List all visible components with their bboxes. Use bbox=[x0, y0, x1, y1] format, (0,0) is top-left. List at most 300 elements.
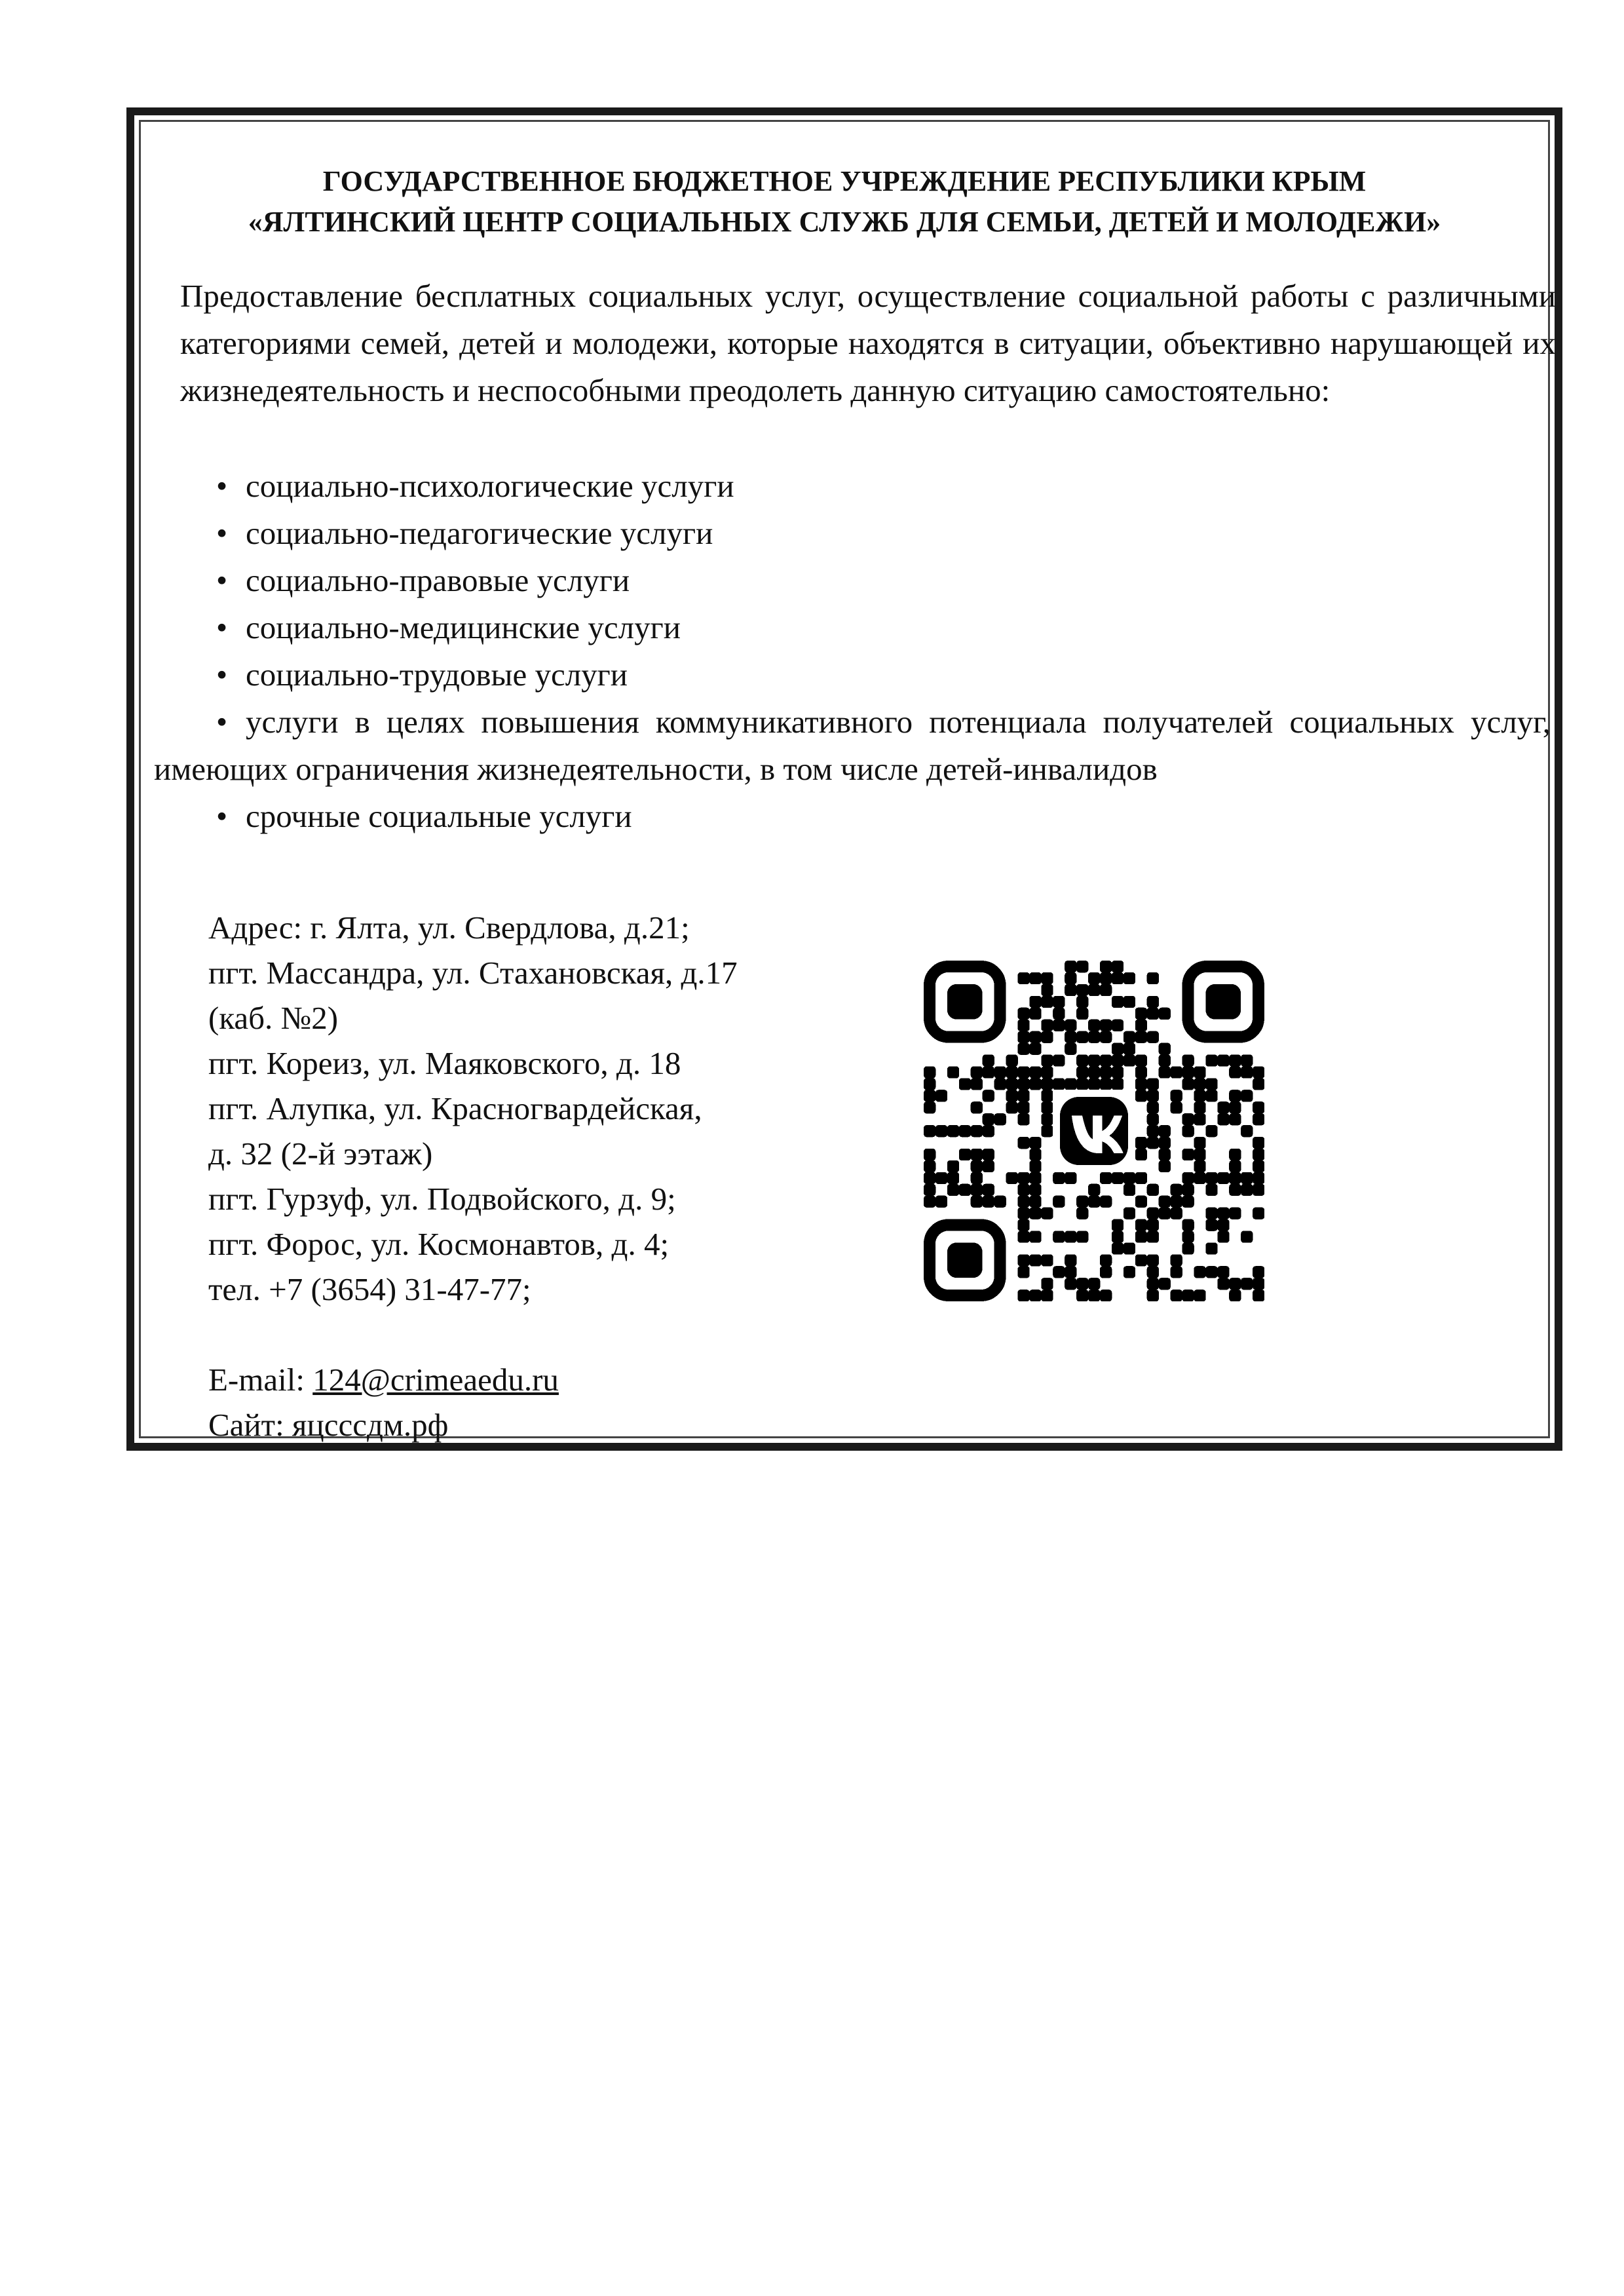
qr-module bbox=[1135, 1090, 1147, 1101]
qr-module bbox=[924, 1101, 935, 1113]
qr-module bbox=[1041, 996, 1053, 1008]
qr-module bbox=[1147, 1231, 1159, 1242]
qr-module bbox=[1065, 1266, 1076, 1278]
qr-module bbox=[1112, 1231, 1124, 1242]
email-label: E-mail: bbox=[208, 1362, 313, 1398]
qr-module bbox=[1253, 1266, 1264, 1278]
qr-module bbox=[1241, 1125, 1253, 1137]
qr-module bbox=[994, 1113, 1006, 1125]
email-line bbox=[208, 1357, 994, 1402]
qr-module bbox=[1147, 1219, 1159, 1231]
qr-module bbox=[1229, 1160, 1241, 1172]
organization-title-line-2: «ЯЛТИНСКИЙ ЦЕНТР СОЦИАЛЬНЫХ СЛУЖБ ДЛЯ СЕМЬИ, ДЕТЕЙ И МОЛОДЕЖИ» bbox=[248, 206, 1441, 238]
qr-module bbox=[1088, 1078, 1100, 1090]
qr-module bbox=[983, 1184, 994, 1196]
qr-module bbox=[1029, 1043, 1041, 1055]
qr-module bbox=[1205, 1172, 1217, 1184]
qr-module bbox=[1088, 1196, 1100, 1208]
qr-module bbox=[947, 1066, 959, 1078]
qr-module bbox=[1006, 1172, 1018, 1184]
qr-module bbox=[1205, 1219, 1217, 1231]
qr-module bbox=[924, 1066, 935, 1078]
qr-module bbox=[1088, 1031, 1100, 1043]
qr-module bbox=[1182, 1172, 1194, 1184]
email-link[interactable]: 124@crimeaedu.ru bbox=[312, 1362, 559, 1398]
qr-module bbox=[1135, 1054, 1147, 1066]
qr-module bbox=[1053, 1266, 1065, 1278]
qr-module bbox=[1159, 1137, 1171, 1149]
qr-module bbox=[1135, 1066, 1147, 1078]
qr-module bbox=[1017, 1172, 1029, 1184]
qr-module bbox=[947, 1184, 959, 1196]
qr-module bbox=[1017, 1113, 1029, 1125]
qr-module bbox=[1100, 1066, 1112, 1078]
qr-module bbox=[1112, 1043, 1124, 1055]
qr-module bbox=[1100, 1266, 1112, 1278]
qr-module bbox=[1041, 1090, 1053, 1101]
qr-module bbox=[1017, 1266, 1029, 1278]
qr-module bbox=[1112, 1054, 1124, 1066]
qr-module bbox=[1253, 1066, 1264, 1078]
qr-module bbox=[1182, 1054, 1194, 1066]
qr-module bbox=[1100, 1020, 1112, 1031]
qr-module bbox=[1029, 1031, 1041, 1043]
qr-module bbox=[1229, 1090, 1241, 1101]
qr-module bbox=[1041, 1113, 1053, 1125]
qr-module bbox=[1112, 1078, 1124, 1090]
qr-module bbox=[1076, 1196, 1088, 1208]
service-item: • социально-правовые услуги bbox=[134, 557, 1562, 604]
qr-module bbox=[1029, 1066, 1041, 1078]
qr-module bbox=[983, 1160, 994, 1172]
qr-module bbox=[1171, 1090, 1182, 1101]
qr-module bbox=[1124, 1242, 1135, 1254]
qr-module bbox=[1017, 1231, 1029, 1242]
qr-module bbox=[1253, 1101, 1264, 1113]
qr-module bbox=[1065, 961, 1076, 972]
qr-module bbox=[1182, 1219, 1194, 1231]
address-line: Адрес: г. Ялта, ул. Свердлова, д.21; bbox=[208, 909, 690, 946]
qr-code[interactable] bbox=[924, 961, 1264, 1301]
info-frame bbox=[126, 107, 1562, 1451]
qr-module bbox=[1076, 1054, 1088, 1066]
site-line: Сайт: яцсссдм.рф bbox=[208, 1407, 449, 1443]
address-line: (каб. №2) bbox=[208, 1000, 339, 1036]
phone-line: тел. +7 (3654) 31-47-77; bbox=[208, 1271, 531, 1307]
qr-module bbox=[1124, 1172, 1135, 1184]
vk-logo-icon bbox=[1053, 1090, 1135, 1172]
qr-module bbox=[1135, 1196, 1147, 1208]
qr-module bbox=[1065, 972, 1076, 984]
qr-module bbox=[1041, 972, 1053, 984]
qr-module bbox=[1100, 984, 1112, 996]
qr-module bbox=[1253, 1078, 1264, 1090]
qr-module bbox=[1159, 1054, 1171, 1066]
qr-finder-core bbox=[1205, 984, 1241, 1020]
qr-module bbox=[1147, 1090, 1159, 1101]
service-item: • социально-медицинские услуги bbox=[134, 604, 1562, 651]
qr-module bbox=[1147, 972, 1159, 984]
qr-module bbox=[1182, 1113, 1194, 1125]
qr-module bbox=[1017, 1043, 1029, 1055]
qr-module bbox=[1029, 972, 1041, 984]
qr-module bbox=[935, 1196, 947, 1208]
qr-module bbox=[1135, 1219, 1147, 1231]
qr-module bbox=[959, 1184, 971, 1196]
qr-module bbox=[935, 1125, 947, 1137]
qr-module bbox=[1253, 1184, 1264, 1196]
qr-module bbox=[1159, 1043, 1171, 1055]
qr-module bbox=[1065, 984, 1076, 996]
qr-module bbox=[1088, 1278, 1100, 1290]
address-line: пгт. Форос, ул. Космонавтов, д. 4; bbox=[208, 1226, 670, 1262]
qr-module bbox=[959, 1149, 971, 1160]
qr-module bbox=[1194, 1078, 1205, 1090]
qr-module bbox=[971, 1066, 983, 1078]
qr-module bbox=[1053, 1231, 1065, 1242]
qr-module bbox=[1253, 1160, 1264, 1172]
qr-module bbox=[1076, 1078, 1088, 1090]
qr-module bbox=[1182, 1066, 1194, 1078]
qr-module bbox=[1041, 1101, 1053, 1113]
qr-module bbox=[1029, 1078, 1041, 1090]
qr-module bbox=[1076, 1290, 1088, 1301]
qr-module bbox=[1217, 1208, 1229, 1219]
qr-module bbox=[1076, 1031, 1088, 1043]
qr-module bbox=[1017, 1078, 1029, 1090]
qr-module bbox=[1029, 996, 1041, 1008]
qr-module bbox=[1124, 1266, 1135, 1278]
qr-module bbox=[971, 1184, 983, 1196]
qr-module bbox=[994, 1078, 1006, 1090]
qr-module bbox=[1147, 1113, 1159, 1125]
qr-module bbox=[1053, 1054, 1065, 1066]
qr-module bbox=[1017, 972, 1029, 984]
qr-module bbox=[1253, 1137, 1264, 1149]
qr-module bbox=[983, 1125, 994, 1137]
qr-module bbox=[971, 1125, 983, 1137]
qr-module bbox=[1229, 1290, 1241, 1301]
qr-module bbox=[1017, 1208, 1029, 1219]
qr-module bbox=[1241, 1066, 1253, 1078]
qr-module bbox=[1112, 1172, 1124, 1184]
qr-module bbox=[1147, 996, 1159, 1008]
qr-module bbox=[1229, 1113, 1241, 1125]
qr-module bbox=[1182, 1184, 1194, 1196]
qr-module bbox=[1017, 1031, 1029, 1043]
qr-module bbox=[935, 1172, 947, 1184]
qr-module bbox=[1135, 1149, 1147, 1160]
qr-module bbox=[1217, 1278, 1229, 1290]
qr-module bbox=[1112, 1066, 1124, 1078]
qr-module bbox=[1029, 1137, 1041, 1149]
qr-module bbox=[1088, 1020, 1100, 1031]
qr-module bbox=[1076, 996, 1088, 1008]
qr-module bbox=[1124, 1043, 1135, 1055]
qr-module bbox=[1135, 1137, 1147, 1149]
qr-module bbox=[1112, 1219, 1124, 1231]
qr-module bbox=[1041, 984, 1053, 996]
qr-module bbox=[1159, 1278, 1171, 1290]
qr-module bbox=[1100, 1290, 1112, 1301]
qr-module bbox=[971, 1149, 983, 1160]
qr-module bbox=[1194, 1172, 1205, 1184]
contacts-block bbox=[208, 905, 994, 1447]
qr-module bbox=[1229, 1149, 1241, 1160]
qr-module bbox=[1147, 1137, 1159, 1149]
qr-module bbox=[1229, 1172, 1241, 1184]
qr-module bbox=[924, 1078, 935, 1090]
qr-module bbox=[1006, 1078, 1018, 1090]
qr-module bbox=[1229, 1184, 1241, 1196]
qr-module bbox=[1076, 1208, 1088, 1219]
qr-module bbox=[971, 1196, 983, 1208]
qr-module bbox=[1159, 1196, 1171, 1208]
organization-title bbox=[134, 161, 1555, 242]
qr-module bbox=[1171, 1266, 1182, 1278]
service-item: • социально-трудовые услуги bbox=[134, 651, 1562, 698]
qr-module bbox=[1241, 1184, 1253, 1196]
qr-module bbox=[1182, 1196, 1194, 1208]
qr-module bbox=[971, 1101, 983, 1113]
qr-module bbox=[1100, 961, 1112, 972]
qr-module bbox=[1135, 1231, 1147, 1242]
qr-module bbox=[924, 1160, 935, 1172]
qr-module bbox=[1205, 1054, 1217, 1066]
qr-module bbox=[1182, 1242, 1194, 1254]
qr-module bbox=[1147, 1078, 1159, 1090]
qr-module bbox=[1182, 1231, 1194, 1242]
qr-module bbox=[1053, 1008, 1065, 1020]
qr-module bbox=[1159, 1149, 1171, 1160]
qr-module bbox=[947, 1125, 959, 1137]
qr-module bbox=[1147, 1184, 1159, 1196]
qr-module bbox=[1065, 1078, 1076, 1090]
qr-module bbox=[1029, 1290, 1041, 1301]
qr-module bbox=[1217, 1172, 1229, 1184]
qr-module bbox=[1017, 1137, 1029, 1149]
organization-title-line-1: ГОСУДАРСТВЕННОЕ БЮДЖЕТНОЕ УЧРЕЖДЕНИЕ РЕСПУБЛИКИ КРЫМ bbox=[322, 165, 1367, 197]
qr-module bbox=[1253, 1172, 1264, 1184]
qr-module bbox=[1088, 1184, 1100, 1196]
qr-module bbox=[1205, 1090, 1217, 1101]
qr-module bbox=[1194, 1113, 1205, 1125]
qr-module bbox=[924, 1196, 935, 1208]
qr-module bbox=[983, 1054, 994, 1066]
qr-module bbox=[1159, 1125, 1171, 1137]
qr-module bbox=[1088, 1290, 1100, 1301]
qr-module bbox=[983, 1113, 994, 1125]
qr-module bbox=[959, 1078, 971, 1090]
qr-module bbox=[1065, 1043, 1076, 1055]
service-item: • срочные социальные услуги bbox=[134, 793, 1562, 840]
qr-module bbox=[1194, 1149, 1205, 1160]
qr-module bbox=[1182, 1290, 1194, 1301]
qr-module bbox=[1065, 1172, 1076, 1184]
qr-module bbox=[1065, 1278, 1076, 1290]
qr-module bbox=[1194, 1066, 1205, 1078]
qr-module bbox=[1017, 1290, 1029, 1301]
qr-module bbox=[1017, 1008, 1029, 1020]
qr-module bbox=[1029, 1149, 1041, 1160]
qr-module bbox=[1112, 972, 1124, 984]
qr-module bbox=[1065, 1031, 1076, 1043]
qr-module bbox=[1194, 1266, 1205, 1278]
qr-module bbox=[1076, 1066, 1088, 1078]
qr-module bbox=[1229, 1101, 1241, 1113]
qr-module bbox=[1159, 1008, 1171, 1020]
qr-module bbox=[1017, 1219, 1029, 1231]
qr-module bbox=[971, 1160, 983, 1172]
qr-module bbox=[1194, 1090, 1205, 1101]
qr-module bbox=[947, 1160, 959, 1172]
qr-module bbox=[983, 1196, 994, 1208]
qr-module bbox=[1076, 1278, 1088, 1290]
qr-module bbox=[1135, 1031, 1147, 1043]
qr-module bbox=[1112, 996, 1124, 1008]
qr-module bbox=[1029, 1172, 1041, 1184]
qr-module bbox=[1053, 1172, 1065, 1184]
qr-module bbox=[935, 1090, 947, 1101]
qr-module bbox=[1041, 1208, 1053, 1219]
qr-module bbox=[1147, 1101, 1159, 1113]
qr-module bbox=[1041, 1031, 1053, 1043]
qr-module bbox=[1147, 1254, 1159, 1266]
qr-module bbox=[1006, 1054, 1018, 1066]
qr-module bbox=[1076, 1231, 1088, 1242]
qr-module bbox=[983, 1149, 994, 1160]
qr-module bbox=[1041, 1290, 1053, 1301]
qr-module bbox=[1124, 1184, 1135, 1196]
qr-module bbox=[1017, 1090, 1029, 1101]
qr-module bbox=[1006, 1101, 1018, 1113]
qr-module bbox=[983, 1066, 994, 1078]
qr-module bbox=[1076, 984, 1088, 996]
qr-module bbox=[1217, 1231, 1229, 1242]
qr-module bbox=[1159, 1066, 1171, 1078]
intro-paragraph: Предоставление бесплатных социальных услуг, осуществление социальной работы с различными категориями семей, детей и молодежи, которые находятся в ситуации, объективно нарушающей их жизнедеятельность и неспособными преодолеть данную ситуацию самостоятельно: bbox=[180, 278, 1556, 408]
qr-module bbox=[971, 1172, 983, 1184]
qr-module bbox=[1029, 1208, 1041, 1219]
qr-module bbox=[1194, 1290, 1205, 1301]
qr-module bbox=[1171, 1184, 1182, 1196]
qr-module bbox=[1017, 1020, 1029, 1031]
qr-module bbox=[1124, 996, 1135, 1008]
address-line: пгт. Кореиз, ул. Маяковского, д. 18 bbox=[208, 1045, 681, 1081]
qr-module bbox=[1194, 1137, 1205, 1149]
qr-module bbox=[947, 1172, 959, 1184]
qr-module bbox=[1205, 1242, 1217, 1254]
address-line: пгт. Алупка, ул. Красногвардейская, bbox=[208, 1090, 702, 1126]
qr-module bbox=[1065, 1231, 1076, 1242]
qr-module bbox=[1147, 1125, 1159, 1137]
qr-module bbox=[1029, 1008, 1041, 1020]
qr-module bbox=[1006, 1090, 1018, 1101]
qr-module bbox=[1088, 1054, 1100, 1066]
qr-module bbox=[1171, 1196, 1182, 1208]
qr-module bbox=[971, 1078, 983, 1090]
qr-module bbox=[959, 1125, 971, 1137]
qr-finder-core bbox=[947, 984, 983, 1020]
qr-module bbox=[1135, 1078, 1147, 1090]
qr-module bbox=[1124, 1054, 1135, 1066]
qr-module bbox=[1159, 1208, 1171, 1219]
qr-module bbox=[1029, 1254, 1041, 1266]
qr-module bbox=[1112, 1242, 1124, 1254]
qr-module bbox=[1124, 972, 1135, 984]
qr-module bbox=[1194, 1160, 1205, 1172]
qr-module bbox=[1147, 1031, 1159, 1043]
qr-module bbox=[1029, 1160, 1041, 1172]
qr-module bbox=[1006, 1066, 1018, 1078]
service-item: • социально-психологические услуги bbox=[134, 463, 1562, 510]
qr-module bbox=[1053, 1078, 1065, 1090]
qr-module bbox=[1253, 1208, 1264, 1219]
qr-module bbox=[1253, 1278, 1264, 1290]
qr-module bbox=[1041, 1125, 1053, 1137]
qr-module bbox=[1041, 1054, 1053, 1066]
qr-module bbox=[1229, 1278, 1241, 1290]
qr-module bbox=[1041, 1066, 1053, 1078]
qr-module bbox=[1217, 1101, 1229, 1113]
qr-module bbox=[1171, 1208, 1182, 1219]
services-list bbox=[134, 463, 1562, 840]
qr-module bbox=[1017, 1196, 1029, 1208]
qr-module bbox=[1065, 1020, 1076, 1031]
qr-module bbox=[1017, 1101, 1029, 1113]
qr-module bbox=[924, 1125, 935, 1137]
qr-module bbox=[1065, 1254, 1076, 1266]
qr-module bbox=[1100, 1078, 1112, 1090]
qr-module bbox=[924, 1090, 935, 1101]
qr-module bbox=[1100, 1031, 1112, 1043]
qr-module bbox=[1241, 1231, 1253, 1242]
qr-module bbox=[1100, 1054, 1112, 1066]
qr-module bbox=[1135, 1008, 1147, 1020]
address-line: пгт. Массандра, ул. Стахановская, д.17 bbox=[208, 955, 738, 991]
qr-module bbox=[1017, 1254, 1029, 1266]
qr-module bbox=[1147, 1008, 1159, 1020]
qr-module bbox=[994, 1196, 1006, 1208]
qr-module bbox=[1171, 1290, 1182, 1301]
qr-module bbox=[1088, 1066, 1100, 1078]
qr-module bbox=[1205, 1078, 1217, 1090]
qr-module bbox=[1124, 1208, 1135, 1219]
qr-module bbox=[1147, 1208, 1159, 1219]
qr-module bbox=[1053, 996, 1065, 1008]
qr-module bbox=[1241, 1278, 1253, 1290]
qr-module bbox=[1041, 1278, 1053, 1290]
address-line: пгт. Гурзуф, ул. Подвойского, д. 9; bbox=[208, 1181, 676, 1217]
qr-module bbox=[924, 1184, 935, 1196]
service-item: • социально-педагогические услуги bbox=[134, 510, 1562, 557]
qr-module bbox=[983, 1090, 994, 1101]
qr-module bbox=[1112, 1020, 1124, 1031]
qr-module bbox=[1135, 1172, 1147, 1184]
qr-module bbox=[1217, 1219, 1229, 1231]
qr-module bbox=[924, 1149, 935, 1160]
qr-module bbox=[1135, 1254, 1147, 1266]
qr-module bbox=[1205, 1266, 1217, 1278]
qr-module bbox=[1205, 1125, 1217, 1137]
qr-module bbox=[1100, 1254, 1112, 1266]
qr-module bbox=[1100, 1172, 1112, 1184]
qr-module bbox=[1217, 1266, 1229, 1278]
qr-finder-core bbox=[947, 1242, 983, 1278]
qr-module bbox=[1041, 1078, 1053, 1090]
qr-module bbox=[1182, 1149, 1194, 1160]
qr-module bbox=[1147, 1266, 1159, 1278]
